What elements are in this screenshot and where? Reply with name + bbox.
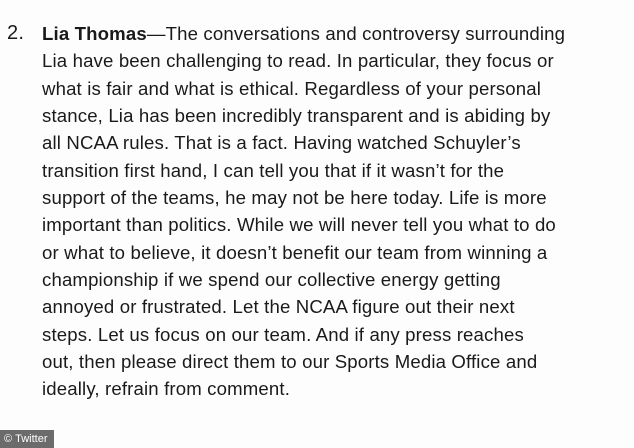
source-credit-badge	[0, 430, 54, 448]
paragraph-line	[42, 20, 614, 47]
paragraph-line: annoyed or frustrated. Let the NCAA figure out their next	[42, 296, 515, 318]
paragraph-line: what is fair and what is ethical. Regardless of your personal	[42, 77, 542, 99]
source-credit-label: Twitter	[15, 433, 48, 445]
paragraph-line: transition first hand, I can tell you that if it wasn’t for the	[42, 159, 505, 181]
paragraph-line: steps. Let us focus on our team. And if any press reaches	[42, 323, 524, 345]
paragraph-text: The conversations and controversy surrounding	[165, 23, 566, 44]
em-dash: —	[146, 23, 166, 44]
paragraph-line: ideally, refrain from comment.	[42, 378, 291, 400]
paragraph-line: or what to believe, it doesn’t benefit our team from winning a	[42, 241, 548, 263]
item-number: 2.	[7, 22, 25, 44]
paragraph-line: Lia have been challenging to read. In particular, they focus or	[42, 50, 554, 72]
paragraph-line: out, then please direct them to our Sports Media Office and	[42, 351, 538, 373]
paragraph-line: all NCAA rules. That is a fact. Having watched Schuyler’s	[42, 132, 521, 154]
paragraph-line: important than politics. While we will never tell you what to do	[42, 214, 556, 236]
paragraph-body	[42, 20, 614, 403]
paragraph-line: championship if we spend our collective energy getting	[42, 269, 501, 291]
copyright-icon: ©	[4, 433, 13, 445]
paragraph-heading: Lia Thomas	[42, 23, 147, 44]
paragraph-line: stance, Lia has been incredibly transparent and is abiding by	[42, 105, 551, 127]
paragraph-line: support of the teams, he may not be here today. Life is more	[42, 187, 547, 209]
